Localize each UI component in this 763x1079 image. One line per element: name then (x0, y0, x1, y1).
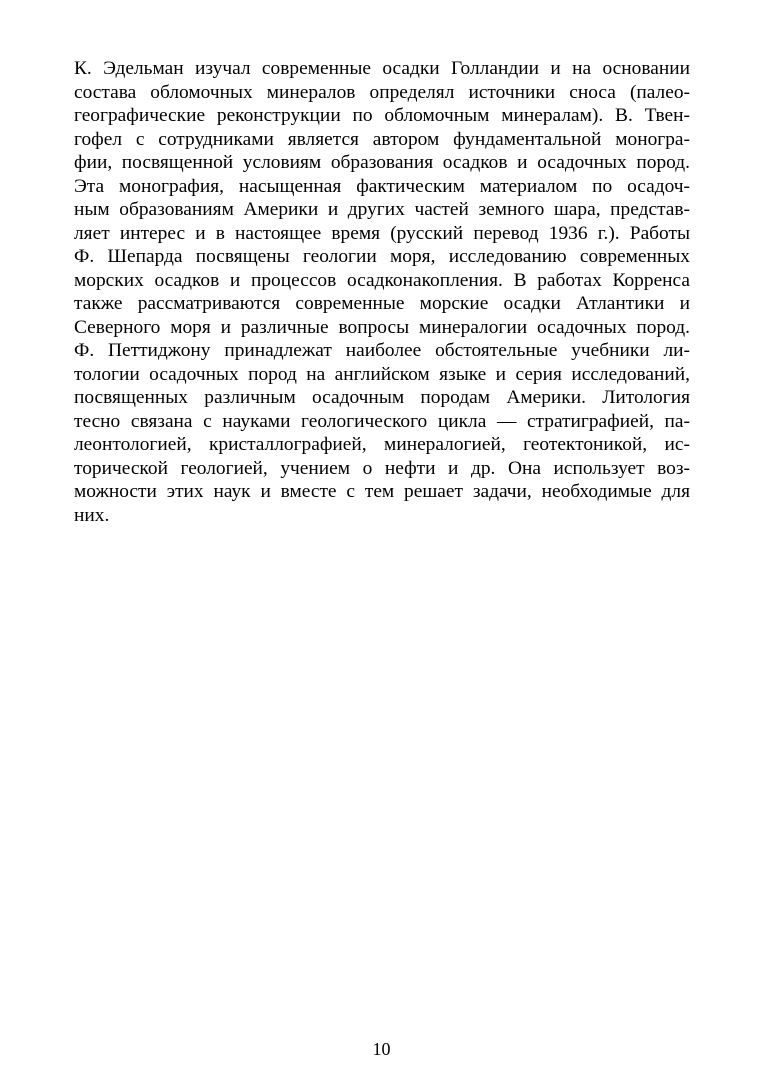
page-number: 10 (372, 1039, 391, 1059)
paragraph-line: тологии осадочных пород на английском языке и серия исследований, (74, 363, 690, 385)
paragraph-line-last: них. (74, 504, 110, 526)
paragraph-line: гофел с сотрудниками является автором фундаментальной моногра- (74, 128, 690, 150)
paragraph-line: леонтологией, кристаллографией, минералогией, геотектоникой, ис- (74, 434, 690, 455)
body-paragraph (74, 57, 690, 527)
paragraph-line: Ф. Петтиджону принадлежат наиболее обстоятельные учебники ли- (74, 340, 690, 361)
paragraph-line: торической геологией, учением о нефти и др. Она использует воз- (74, 457, 690, 479)
paragraph-line: Северного моря и различные вопросы минералогии осадочных пород. (74, 316, 690, 338)
paragraph-line: ляет интерес и в настоящее время (русский перевод 1936 г.). Работы (74, 222, 690, 244)
paragraph-line: географические реконструкции по обломочным минералам). В. Твен- (74, 105, 690, 126)
paragraph-line: фии, посвященной условиям образования осадков и осадочных пород. (74, 152, 690, 173)
paragraph-line: Эта монография, насыщенная фактическим материалом по осадоч- (74, 175, 690, 197)
paragraph-line: также рассматриваются современные морские осадки Атлантики и (74, 293, 690, 314)
paragraph-line: посвященных различным осадочным породам Америки. Литология (74, 387, 690, 408)
paragraph-line: морских осадков и процессов осадконакопления. В работах Корренса (74, 269, 690, 291)
paragraph-line: К. Эдельман изучал современные осадки Голландии и на основании (74, 58, 690, 79)
paragraph-line: тесно связана с науками геологического цикла — стратиграфией, па- (74, 410, 690, 432)
paragraph-line: состава обломочных минералов определял источники сноса (палео- (74, 81, 690, 103)
paragraph-line: Ф. Шепарда посвящены геологии моря, исследованию современных (74, 246, 690, 267)
paragraph-line: можности этих наук и вместе с тем решает задачи, необходимые для (74, 481, 690, 502)
paragraph-line: ным образованиям Америки и других частей земного шара, представ- (74, 199, 690, 220)
